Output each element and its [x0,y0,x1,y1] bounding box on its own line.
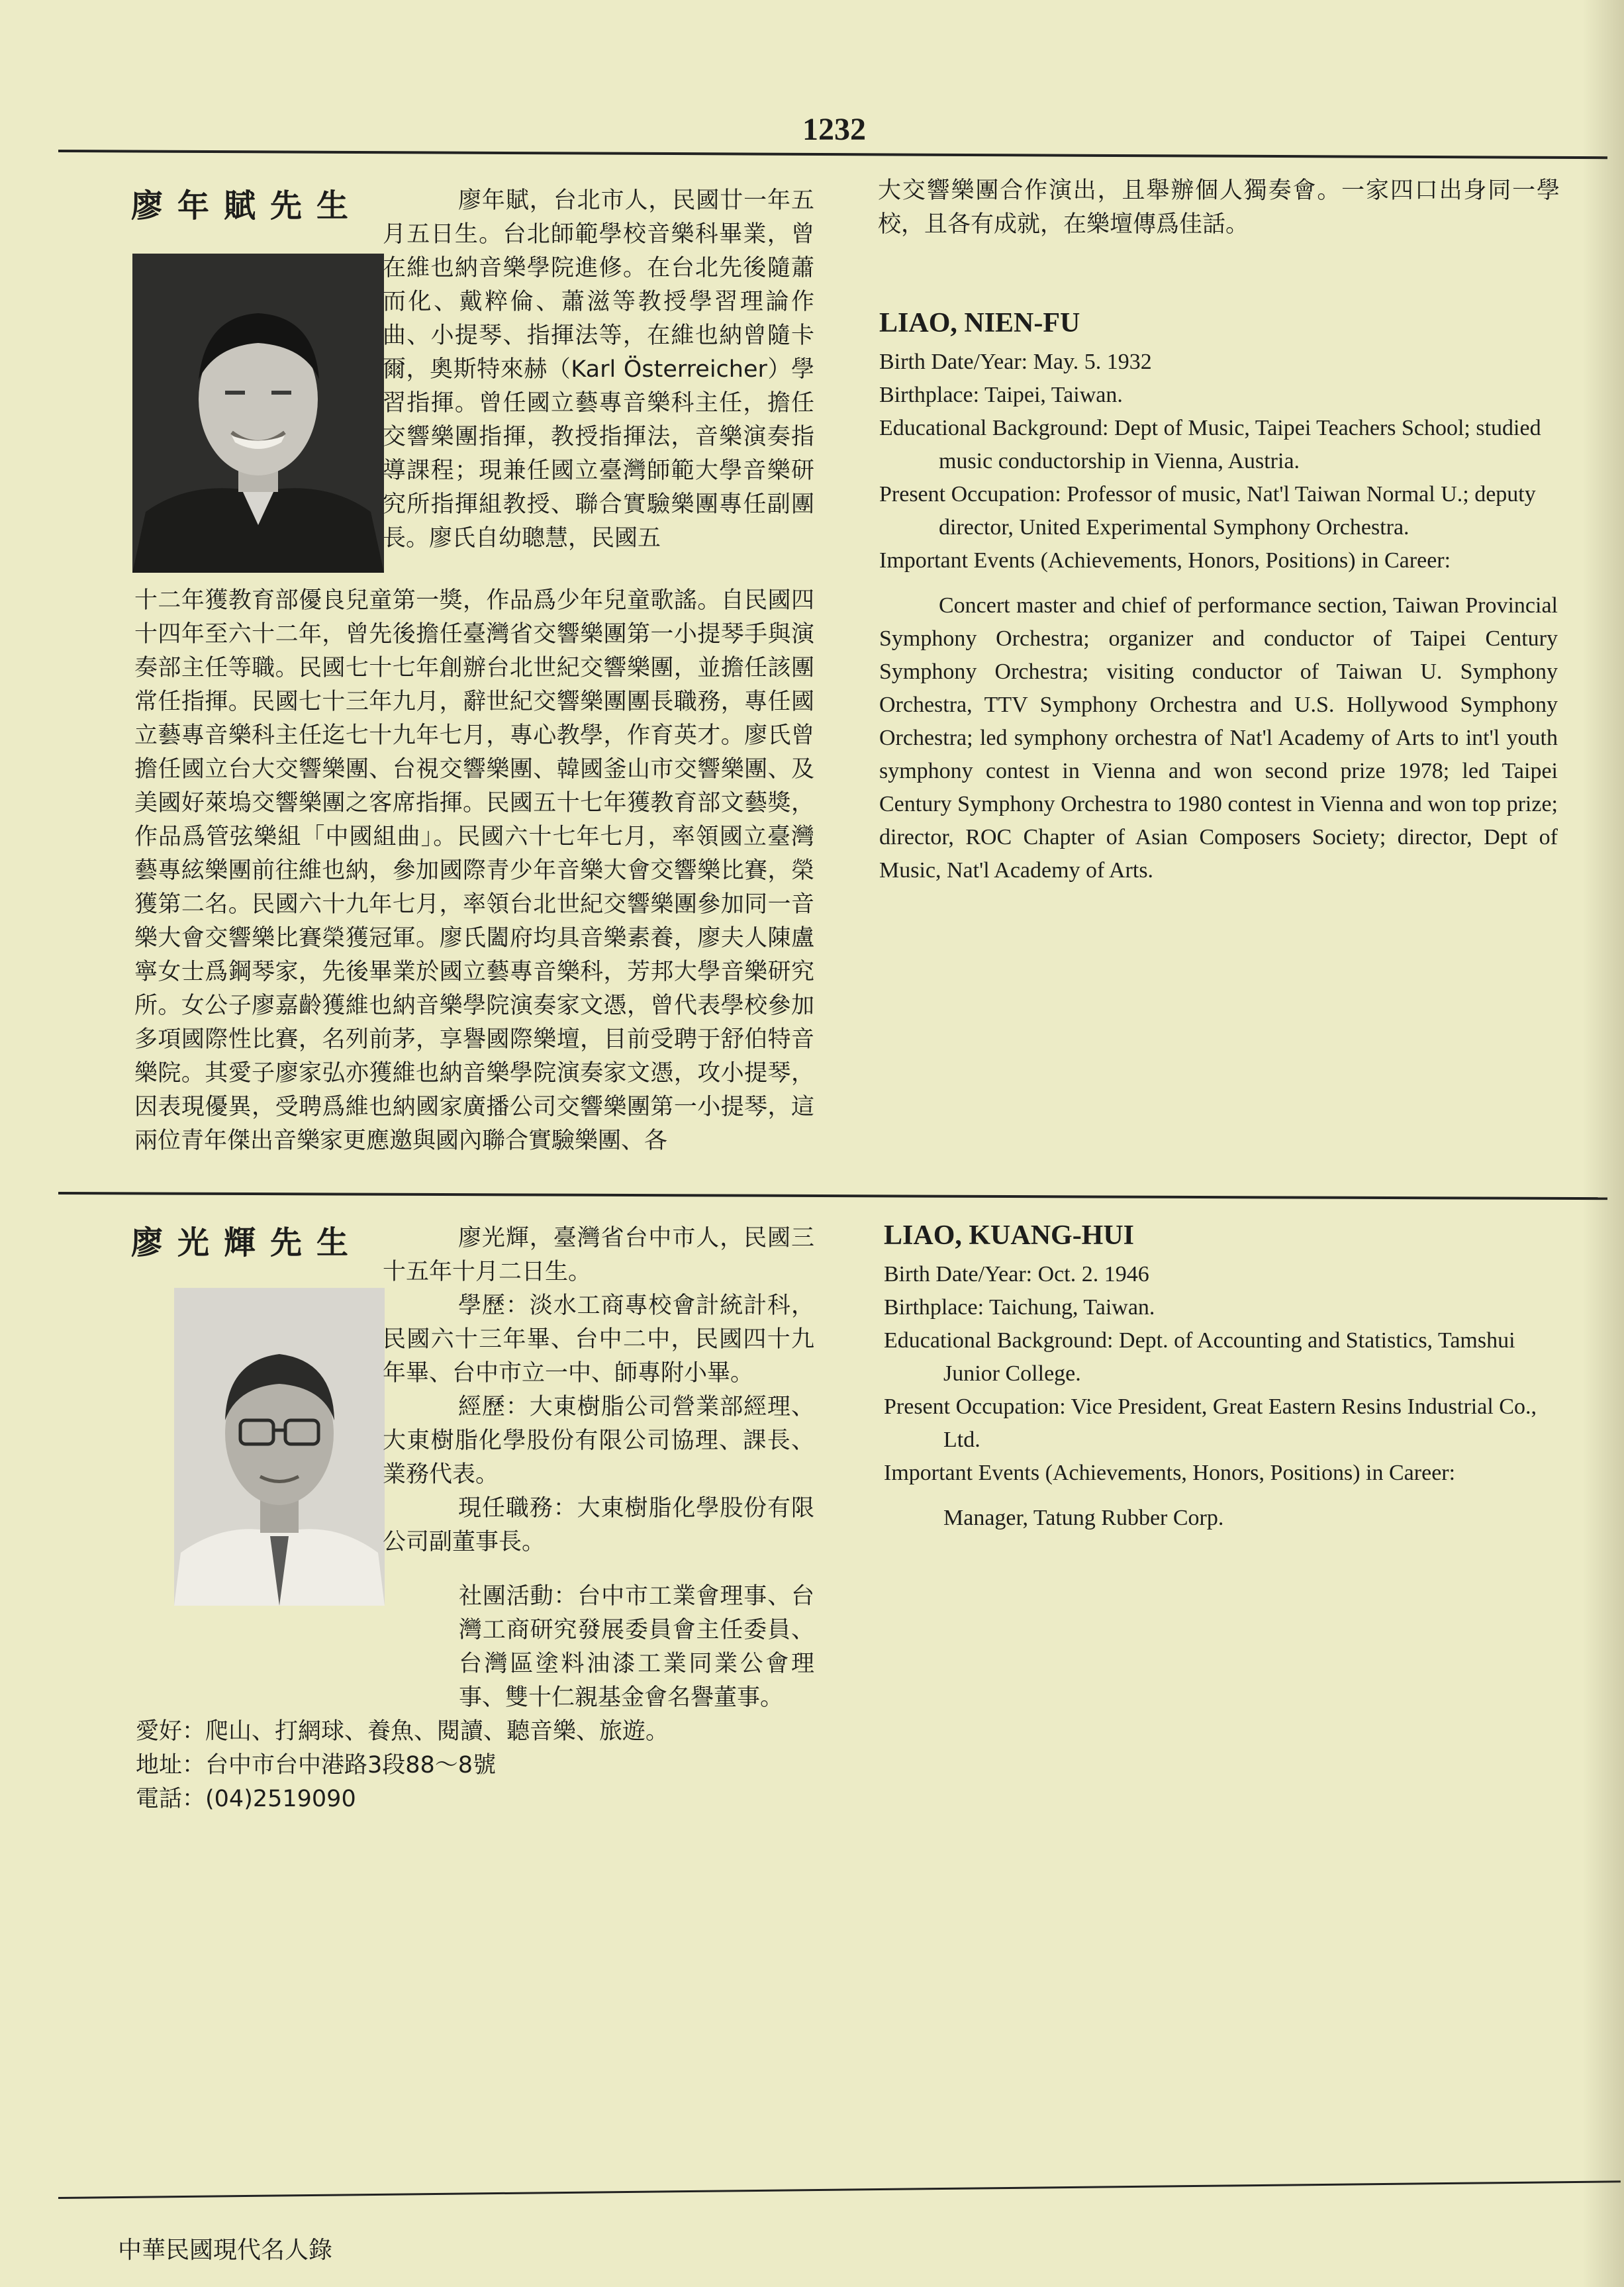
entry-1-bio-zh-continued [878,174,1560,242]
entry-1-education [879,412,1558,478]
entry-2-events-label: Important Events (Achievements, Honors, Positions) in Career: [884,1461,1456,1485]
entry-2-phone: 電話：(04)2519090 [136,1786,356,1812]
entry-1-bio-zh-bottom [134,584,814,1158]
entry-2-occupation [884,1390,1560,1457]
entry-1-events: Concert master and chief of performance section, Taiwan Provincial Symphony Orchestra; organizer and conductor of Taipei Century Symphony Orchestra; visiting conductor of Taiwan U. Symphony Orchestra, TTV Symphony Orchestra and U.S. Hollywood Symphony Orchestra; led symphony orchestra of Nat'l Academy of Arts to int'l youth symphony contest in Vienna and won second prize 1978; led Taipei Century Symphony Orchestra to 1980 contest in Vienna and won top prize; director, ROC Chapter of Asian Composers Society; director, Dept of Music, Nat'l Academy of Arts. [879,593,1558,883]
entry-1-occupation [879,478,1558,544]
entry-2-title: 廖光輝先生 [131,1224,363,1261]
entry-1-title: 廖年賦先生 [131,187,363,224]
entry-2-birth-date: Birth Date/Year: Oct. 2. 1946 [884,1262,1149,1287]
entry-1-english [879,305,1558,887]
entry-2-photo [174,1288,385,1606]
entry-2-events: Manager, Tatung Rubber Corp. [943,1506,1224,1530]
page-number: 1232 [802,112,866,147]
entry-2-bio-zh-bottom [136,1580,814,1816]
entry-2-activities-zh: 社團活動：台中市工業會理事、台灣工商研究發展委員會主任委員、台灣區塗料油漆工業同業公會理事、雙十仁親基金會名譽董事。 [459,1583,814,1711]
bottom-rule [58,2180,1621,2199]
entry-2-education [884,1324,1560,1390]
entry-2-bio-zh-top [383,1222,814,1559]
page-footer: 中華民國現代名人錄 [118,2237,333,2264]
entry-2-english-name: LIAO, KUANG-HUI [884,1220,1135,1251]
entry-1-bio-zh-top [383,184,814,556]
entry-1-bio-continued-paragraph: 大交響樂團合作演出，且舉辦個人獨奏會。一家四口出身同一學校，且各有成就，在樂壇傳爲佳話。 [878,177,1560,238]
entry-1-photo [132,254,384,573]
portrait-photo-icon [174,1288,385,1606]
top-rule [58,150,1607,159]
entry-2-occupation-value: Vice President, Great Eastern Resins Industrial Co., Ltd. [943,1394,1537,1452]
entry-2-birthplace: Birthplace: Taichung, Taiwan. [884,1295,1155,1320]
entry-2-hobby: 愛好：爬山、打網球、養魚、閱讀、聽音樂、旅遊。 [136,1718,669,1745]
entry-2-occupation-label: Present Occupation: [884,1394,1066,1419]
entry-1-birthplace: Birthplace: Taipei, Taiwan. [879,383,1123,407]
entry-2-intro: 廖光輝，臺灣省台中市人，民國三十五年十月二日生。 [383,1225,814,1285]
entry-1-education-label: Educational Background: [879,416,1109,440]
entry-2-education-label: Educational Background: [884,1328,1114,1353]
portrait-photo-icon [132,254,384,573]
entry-2-english [884,1217,1560,1535]
entry-1-birth-date: Birth Date/Year: May. 5. 1932 [879,350,1152,374]
entry-1-bio-top-paragraph: 廖年賦，台北市人，民國廿一年五月五日生。台北師範學校音樂科畢業，曾在維也納音樂學院進修。在台北先後隨蕭而化、戴粹倫、蕭滋等教授學習理論作曲、小提琴、指揮法等，在維也納曾隨卡爾，奧斯特來赫（Karl Österreicher）學習指揮。曾任國立藝專音樂科主任，擔任交響樂團指揮，教授指揮法，音樂演奏指導課程；現兼任國立臺灣師範大學音樂研究所指揮組教授、聯合實驗樂團專任副團長。廖氏自幼聰慧，民國五 [383,187,814,552]
entry-1-education-value: Dept of Music, Taipei Teachers School; studied music conductorship in Vienna, Austria. [939,416,1541,473]
entry-2-education-zh: 學歷：淡水工商專校會計統計科，民國六十三年畢、台中二中，民國四十九年畢、台中市立一中、師專附小畢。 [383,1292,814,1387]
entry-2-address: 地址：台中市台中港路3段88～8號 [136,1752,497,1778]
entry-1-occupation-label: Present Occupation: [879,482,1061,507]
entry-2-education-value: Dept. of Accounting and Statistics, Tamshui Junior College. [943,1328,1515,1386]
entry-1-english-name: LIAO, NIEN-FU [879,308,1080,338]
entry-2-current-position-zh: 現任職務：大東樹脂化學股份有限公司副董事長。 [383,1495,814,1555]
entry-1-bio-bottom-paragraph: 十二年獲教育部優良兒童第一獎，作品爲少年兒童歌謠。自民國四十四年至六十二年，曾先後擔任臺灣省交響樂團第一小提琴手與演奏部主任等職。民國七十七年創辦台北世紀交響樂團，並擔任該團常任指揮。民國七十三年九月，辭世紀交響樂團團長職務，專任國立藝專音樂科主任迄七十九年七月，專心教學，作育英才。廖氏曾擔任國立台大交響樂團、台視交響樂團、韓國釜山市交響樂團、及美國好萊塢交響樂團之客席指揮。民國五十七年獲教育部文藝獎，作品爲管弦樂組「中國組曲」。民國六十七年七月，率領國立臺灣藝專絃樂團前往維也納，參加國際青少年音樂大會交響樂比賽，榮獲第二名。民國六十九年七月，率領台北世紀交響樂團參加同一音樂大會交響樂比賽榮獲冠軍。廖氏闔府均具音樂素養，廖夫人陳盧寧女士爲鋼琴家，先後畢業於國立藝專音樂科，芳邦大學音樂研究所。女公子廖嘉齡獲維也納音樂學院演奏家文憑，曾代表學校參加多項國際性比賽，名列前茅，享譽國際樂壇，目前受聘于舒伯特音樂院。其愛子廖家弘亦獲維也納音樂學院演奏家文憑，攻小提琴，因表現優異，受聘爲維也納國家廣播公司交響樂團第一小提琴，這兩位青年傑出音樂家更應邀與國內聯合實驗樂團、各 [134,587,814,1154]
entry-2-experience-zh: 經歷：大東樹脂公司營業部經理、大東樹脂化學股份有限公司協理、課長、業務代表。 [383,1394,814,1488]
middle-rule [58,1192,1607,1200]
entry-1-occupation-value: Professor of music, Nat'l Taiwan Normal U.; deputy director, United Experimental Symphony Orchestra. [939,482,1536,540]
entry-1-events-label: Important Events (Achievements, Honors, Positions) in Career: [879,548,1451,573]
binding-shadow [1582,0,1624,2287]
